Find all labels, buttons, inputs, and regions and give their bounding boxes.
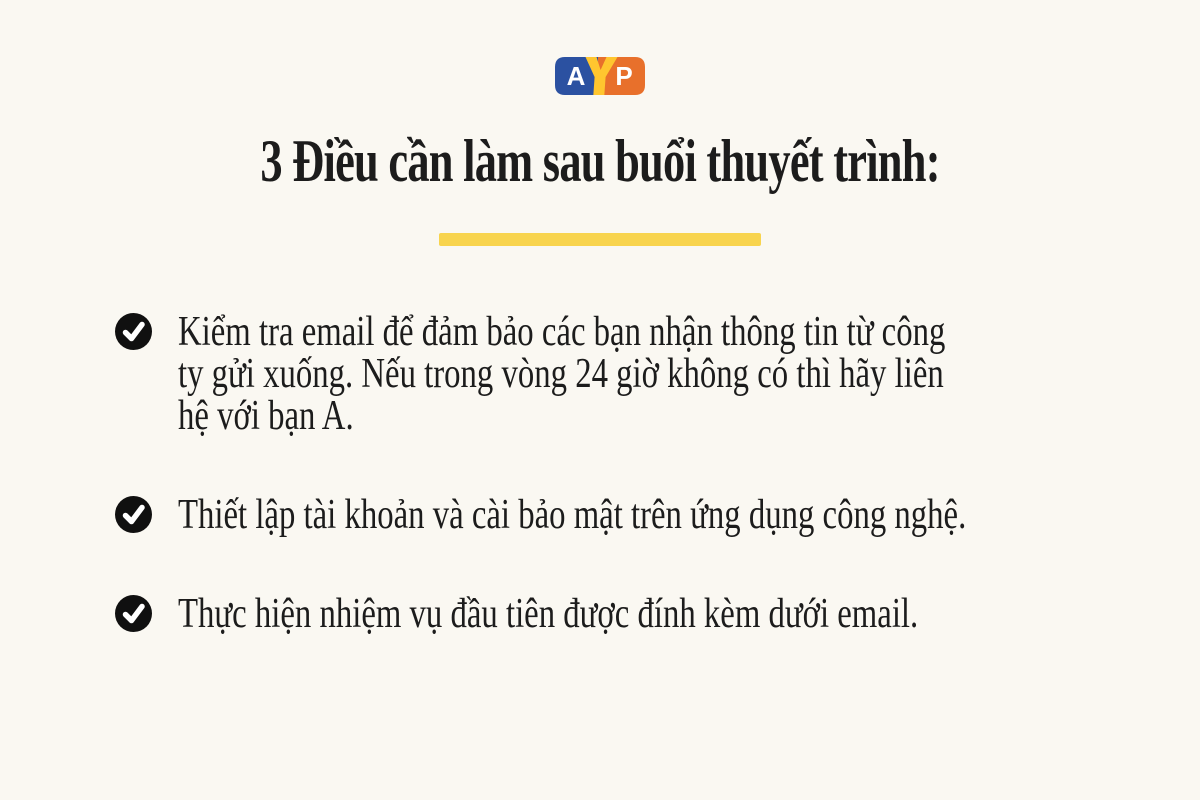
checklist-text-line: ty gửi xuống. Nếu trong vòng 24 giờ không có thì hãy liên — [178, 351, 944, 397]
checklist-item-3-text — [178, 593, 918, 635]
logo-letter-a: A — [566, 61, 586, 91]
check-icon — [115, 595, 152, 632]
page-title — [0, 128, 1200, 194]
checklist-text-line: Thực hiện nhiệm vụ đầu tiên được đính kèm dưới email. — [178, 591, 919, 637]
checklist-text-line: Thiết lập tài khoản và cài bảo mật trên ứng dụng công nghệ. — [178, 492, 967, 538]
ayp-logo — [555, 57, 645, 95]
logo-letter-p: P — [615, 61, 633, 91]
page-title-text: 3 Điều cần làm sau buổi thuyết trình: — [260, 128, 940, 194]
checklist-text-line: Kiểm tra email để đảm bảo các bạn nhận thông tin từ công — [178, 309, 946, 355]
checklist-item-1-text — [178, 311, 945, 437]
checklist-text-line: hệ với bạn A. — [178, 393, 354, 439]
check-icon — [115, 313, 152, 350]
checklist-item-2-text — [178, 494, 966, 536]
ayp-logo-graphic — [555, 57, 645, 95]
check-icon — [115, 496, 152, 533]
checklist-item-1 — [115, 311, 1162, 437]
checklist-item-2 — [115, 494, 1189, 536]
title-underline-bar — [439, 233, 761, 246]
checklist-item-3 — [115, 593, 1127, 635]
